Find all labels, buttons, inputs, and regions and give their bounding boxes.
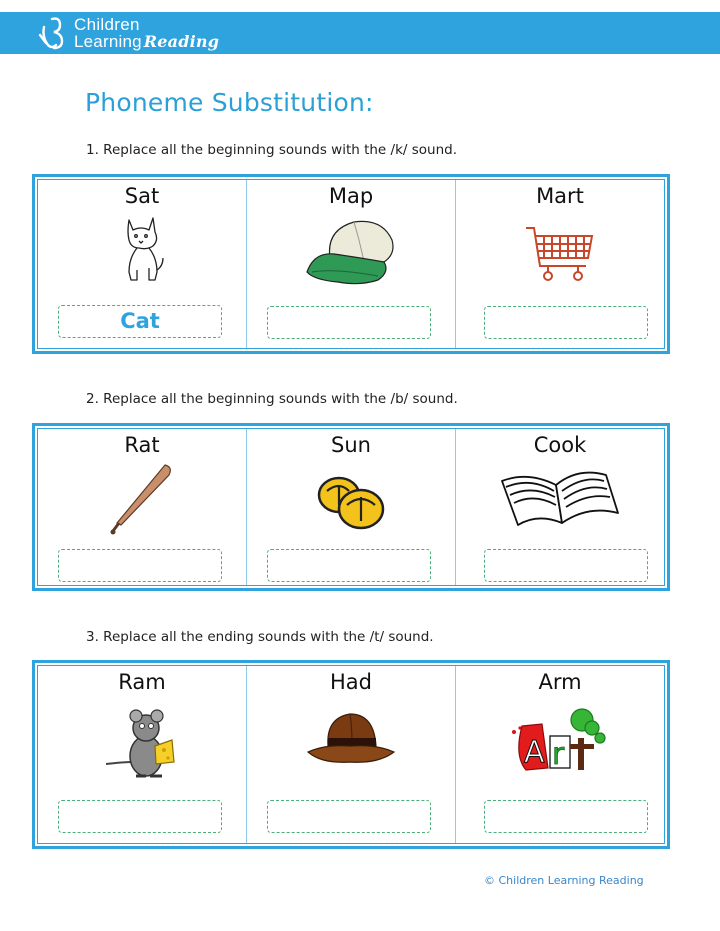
art-letter-r: r [552, 737, 565, 772]
word-label: Arm [538, 670, 582, 694]
exercise-1 [32, 174, 670, 354]
cap-icon [304, 214, 398, 286]
exercise-cell [247, 180, 456, 348]
instruction-2: 2. Replace all the beginning sounds with the /b/ sound. [86, 391, 458, 407]
cart-icon [524, 218, 596, 290]
exercise-2 [32, 423, 670, 591]
bat-icon [107, 461, 177, 537]
exercise-cell [38, 666, 247, 843]
word-label: Map [328, 184, 374, 208]
brand-line-learning: Learning [74, 32, 142, 51]
answer-box[interactable] [58, 549, 222, 582]
word-label: Sun [331, 433, 371, 457]
answer-box[interactable] [484, 549, 648, 582]
exercise-cell [247, 666, 456, 843]
word-label: Cook [533, 433, 587, 457]
answer-box[interactable]: Cat [58, 305, 222, 338]
exercise-cell [456, 180, 664, 348]
instruction-3: 3. Replace all the ending sounds with the /t/ sound. [86, 629, 434, 645]
exercise-cell [456, 429, 664, 585]
art-icon [508, 704, 612, 774]
word-label: Had [330, 670, 372, 694]
brand-line-reading: Reading [143, 32, 220, 51]
exercise-cell [38, 180, 247, 348]
word-label: Rat [124, 433, 160, 457]
hat-icon [306, 710, 396, 770]
book-icon [498, 461, 622, 531]
header-bar [0, 12, 720, 54]
answer-box[interactable] [267, 549, 431, 582]
answer-box[interactable] [58, 800, 222, 833]
word-label: Sat [124, 184, 160, 208]
art-letter-a: A [524, 735, 545, 770]
cat-icon [117, 214, 167, 284]
answer-box[interactable] [484, 306, 648, 339]
exercise-cell [38, 429, 247, 585]
word-label: Mart [536, 184, 584, 208]
copyright-footer: © Children Learning Reading [484, 874, 644, 887]
instruction-1: 1. Replace all the beginning sounds with the /k/ sound. [86, 142, 457, 158]
exercise-3 [32, 660, 670, 849]
logo-mark-icon [38, 15, 70, 51]
brand-line-children: Children [74, 15, 140, 34]
buns-icon [313, 467, 389, 535]
rat-icon [102, 706, 182, 782]
exercise-cell [247, 429, 456, 585]
answer-box[interactable] [484, 800, 648, 833]
answer-box[interactable] [267, 306, 431, 339]
exercise-cell [456, 666, 664, 843]
answer-box[interactable] [267, 800, 431, 833]
page-title: Phoneme Substitution: [85, 88, 374, 117]
word-label: Ram [118, 670, 166, 694]
